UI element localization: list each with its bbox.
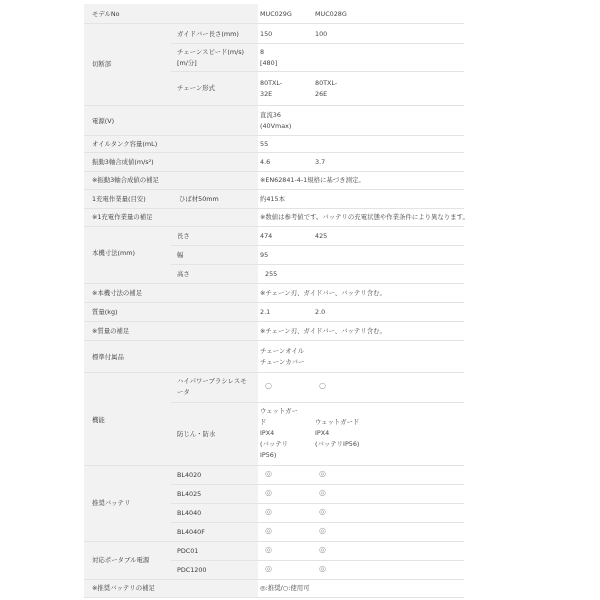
mass-note-text: ※チェーン刃、ガイドバー、バッテリ含む。 <box>260 327 386 335</box>
battery-v1: ◎ <box>265 469 272 478</box>
battery-name: BL4040F <box>177 528 205 536</box>
row-dimensions-note <box>84 284 464 303</box>
battery-v2: ◎ <box>319 526 326 535</box>
vibration-label: 振動3軸合成値(m/s²) <box>92 158 154 166</box>
guide-bar-v2: 100 <box>315 30 328 38</box>
guide-bar-v1: 150 <box>260 30 273 38</box>
accessories-label: 標準付属品 <box>92 353 124 361</box>
row-accessories <box>84 341 464 373</box>
row-motor <box>171 373 464 403</box>
row-features <box>84 373 464 466</box>
model-label: モデルNo <box>92 10 120 18</box>
model2-name: MUC028G <box>315 10 347 18</box>
row-cutting <box>84 24 464 106</box>
row-vibration <box>84 153 464 172</box>
vibration-v2: 3.7 <box>315 158 326 166</box>
chain-speed-v1b: [480] <box>260 59 278 67</box>
row-length <box>171 227 464 246</box>
battery-v1: ◎ <box>265 526 272 535</box>
dustproof-v2-line2: IPX4 <box>315 429 330 437</box>
mass-v2: 2.0 <box>315 308 326 316</box>
height-label: 高さ <box>177 270 190 278</box>
battery-v2: ◎ <box>319 507 326 516</box>
row-battery-note <box>84 580 464 598</box>
row-work-note <box>84 209 469 227</box>
row-dustproof <box>171 403 464 465</box>
dimensions-note-label: ※本機寸法の補足 <box>92 289 143 297</box>
dustproof-label: 防じん・防水 <box>177 430 216 438</box>
battery-name: BL4020 <box>177 471 202 479</box>
row-battery <box>171 466 464 485</box>
dustproof-v1-line4: (バッテリ <box>260 440 289 448</box>
motor-v1: ○ <box>265 381 272 390</box>
row-battery <box>171 485 464 504</box>
work-value: 約415本 <box>260 195 285 203</box>
row-mass <box>84 303 464 322</box>
work-sub-label: ひば材50mm <box>179 195 219 203</box>
vibration-note-label: ※振動3軸合成値の補足 <box>92 176 159 184</box>
dustproof-v1-line5: IP56) <box>260 451 277 459</box>
row-dimensions <box>84 227 464 284</box>
chain-type-v2a: 80TXL- <box>315 79 338 87</box>
row-portable-item <box>171 561 464 579</box>
battery-v1: ◎ <box>265 507 272 516</box>
width-v1: 95 <box>260 251 269 259</box>
chain-type-v2b: 26E <box>315 90 328 98</box>
oil-label: オイルタンク容量(mL) <box>92 140 158 148</box>
work-note-label: ※1充電作業量の補足 <box>92 213 153 221</box>
spec-table <box>84 4 469 598</box>
portable-item-name: PDC01 <box>177 547 199 555</box>
dimensions-label: 本機寸法(mm) <box>92 249 135 257</box>
dustproof-v1-line1: ウェットガー <box>260 407 298 415</box>
chain-speed-label2: [m/分] <box>177 59 197 67</box>
row-mass-note <box>84 322 464 341</box>
chain-type-v1b: 32E <box>260 90 273 98</box>
portable-item-v2: ◎ <box>319 564 326 573</box>
power-v1a: 直流36 <box>260 111 281 119</box>
chain-type-v1a: 80TXL- <box>260 79 283 87</box>
row-vibration-note <box>84 172 464 190</box>
battery-v2: ◎ <box>319 469 326 478</box>
row-power <box>84 106 464 136</box>
row-model <box>84 4 464 24</box>
portable-power-label: 対応ポータブル電源 <box>92 556 150 564</box>
battery-note-label: ※推奨バッテリの補足 <box>92 584 155 592</box>
batteries-label: 推奨バッテリ <box>92 499 131 507</box>
accessories-v1b: チェーンカバー <box>260 358 305 366</box>
row-chain-type <box>171 72 464 105</box>
row-oil <box>84 136 464 153</box>
battery-v1: ◎ <box>265 488 272 497</box>
row-battery <box>171 523 464 541</box>
battery-name: BL4040 <box>177 509 202 517</box>
oil-v1: 55 <box>260 140 269 148</box>
dustproof-v1-line3: IPX4 <box>260 429 275 437</box>
work-note-text: ※数値は参考値です。バッテリの充電状態や作業条件により異なります。 <box>260 213 469 221</box>
work-label: 1充電作業量(目安) <box>92 195 146 203</box>
mass-note-label: ※質量の補足 <box>92 327 130 335</box>
battery-v2: ◎ <box>319 488 326 497</box>
dustproof-v2-line1: ウェットガード <box>315 418 360 426</box>
vibration-v1: 4.6 <box>260 158 271 166</box>
mass-label: 質量(kg) <box>92 308 118 316</box>
chain-speed-label: チェーンスピード(m/s) <box>177 48 245 56</box>
power-v1b: (40Vmax) <box>260 122 292 130</box>
row-battery <box>171 504 464 523</box>
row-batteries <box>84 466 464 542</box>
cutting-label: 切断部 <box>92 60 112 68</box>
vibration-note-text: ※EN62841-4-1規格に基づき測定。 <box>260 176 365 184</box>
row-portable-item <box>171 542 464 561</box>
row-portable-power <box>84 542 464 580</box>
width-label: 幅 <box>177 251 184 259</box>
row-height <box>171 265 464 283</box>
accessories-v1a: チェーンオイル <box>260 347 305 355</box>
portable-item-v1: ◎ <box>265 564 272 573</box>
battery-name: BL4025 <box>177 490 202 498</box>
motor-v2: ○ <box>319 381 326 390</box>
row-work <box>84 190 464 209</box>
power-label: 電源(V) <box>92 117 115 125</box>
chain-speed-v1: 8 <box>260 48 265 56</box>
row-chain-speed <box>171 44 464 72</box>
dimensions-note-text: ※チェーン刃、ガイドバー、バッテリ含む。 <box>260 289 386 297</box>
model1-name: MUC029G <box>260 10 292 18</box>
row-width <box>171 246 464 265</box>
row-guide-bar <box>171 24 464 44</box>
features-label: 機能 <box>92 416 105 424</box>
dustproof-v2-line3: (バッテリIP56) <box>315 440 360 448</box>
length-v1: 474 <box>260 232 273 240</box>
portable-item-name: PDC1200 <box>177 566 207 574</box>
length-v2: 425 <box>315 232 328 240</box>
length-label: 長さ <box>177 232 190 240</box>
dustproof-v1-line2: ド <box>260 418 267 426</box>
mass-v1: 2.1 <box>260 308 271 316</box>
motor-label: ハイパワーブラシレスモ <box>177 377 247 385</box>
chain-type-label: チェーン形式 <box>177 84 216 92</box>
motor-label2: ータ <box>177 388 190 396</box>
battery-note-text: ◎:推奨/○:使用可 <box>260 584 310 592</box>
height-v1: 255 <box>265 270 278 278</box>
portable-item-v2: ◎ <box>319 545 326 554</box>
guide-bar-label: ガイドバー長さ(mm) <box>177 30 239 38</box>
portable-item-v1: ◎ <box>265 545 272 554</box>
